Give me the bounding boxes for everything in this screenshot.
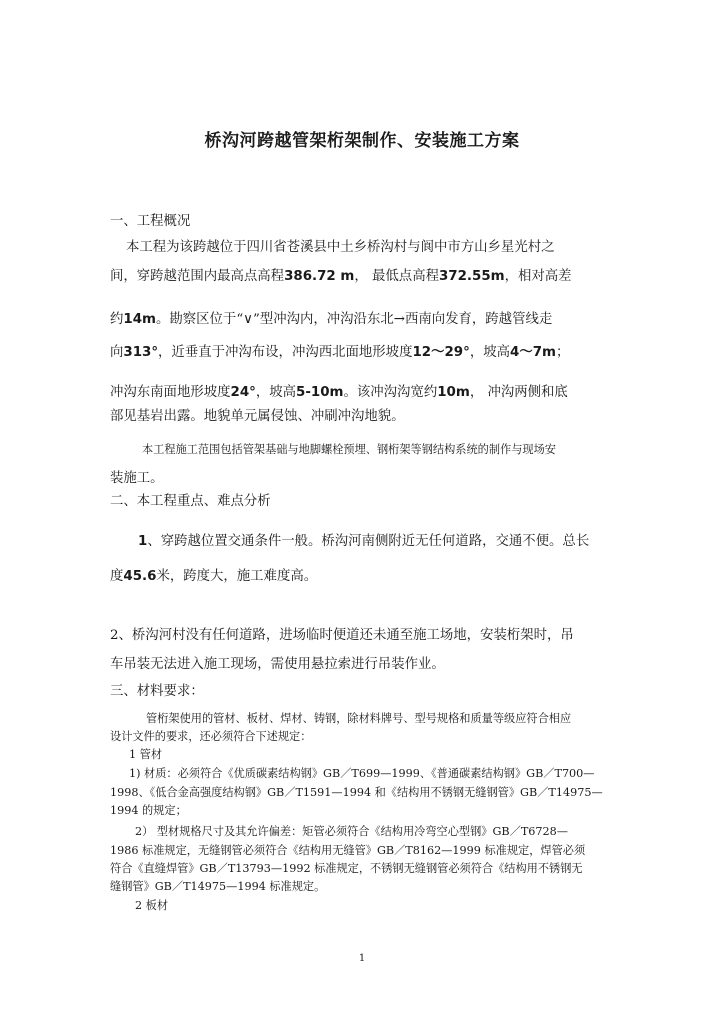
- text-run: 间，穿跨越范围内最高点高程: [110, 269, 285, 284]
- paragraph-line: 符合《直缝焊管》GB／T13793—1992 标准规定，不锈钢无缝钢管必须符合《结构用不锈钢无: [110, 862, 583, 875]
- text-run: 约: [110, 312, 124, 327]
- bearing-value: 313°: [123, 345, 159, 360]
- paragraph-line: 2、桥沟河村没有任何道路，进场临时便道还未通至施工场地，安装桁架时，吊: [110, 628, 574, 643]
- text-run: 冲沟东南面地形坡度: [110, 385, 231, 400]
- slope-value: 12～29°: [412, 345, 470, 360]
- text-run: ， 最低点高程: [354, 269, 439, 284]
- slope-height: 4～7m: [510, 345, 556, 360]
- paragraph-line: [110, 268, 630, 286]
- text-run: ，相对高差: [504, 269, 572, 284]
- text-run: ， 冲沟两侧和底: [469, 385, 568, 400]
- slope-value: 24°: [230, 385, 256, 400]
- elevation-low: 372.55m: [438, 269, 505, 284]
- elevation-high: 386.72 m: [284, 269, 355, 284]
- paragraph-line: [110, 344, 630, 362]
- page-number: 1: [358, 953, 366, 964]
- paragraph-line: 缝钢管》GB／T14975—1994 标准规定。: [110, 880, 326, 893]
- paragraph-line: 装施工。: [110, 471, 164, 486]
- paragraph-line: 设计文件的要求，还必须符合下述规定：: [110, 730, 312, 743]
- paragraph-line: 1) 材质：必须符合《优质碳素结构钢》GB／T699—1999、《普通碳素结构钢》GB／T700—: [129, 767, 595, 780]
- paragraph-line: 1986 标准规定，无缝钢管必须符合《结构用无缝管》GB／T8162—1999 标准规定，焊管必须: [110, 844, 586, 857]
- paragraph-line: [138, 533, 658, 551]
- paragraph-line: [110, 384, 630, 402]
- gully-width: 10m: [437, 385, 470, 400]
- text-run: 向: [110, 345, 124, 360]
- subheading-pipe: 1 管材: [129, 748, 163, 761]
- text-run: 。勘察区位于“∨”型冲沟内，冲沟沿东北→西南向发育，跨越管线走: [155, 312, 553, 327]
- document-title: 桥沟河跨越管架桁架制作、安装施工方案: [204, 131, 520, 151]
- paragraph-line: 管桁架使用的管材、板材、焊材、铸钢，除材料牌号、型号规格和质量等级应符合相应: [146, 712, 572, 725]
- text-run: ，近垂直于冲沟布设，冲沟西北面地形坡度: [158, 345, 413, 360]
- paragraph-line: 本工程施工范围包括管架基础与地脚螺栓预埋、钢桁架等钢结构系统的制作与现场安: [142, 443, 556, 456]
- text-run: 米，跨度大，施工难度高。: [156, 569, 318, 584]
- paragraph-line: [110, 568, 630, 586]
- paragraph-line: 车吊装无法进入施工现场，需使用悬拉索进行吊装作业。: [110, 657, 445, 672]
- paragraph-line: 1998、《低合金高强度结构钢》GB／T1591—1994 和《结构用不锈钢无缝钢管》GB／T14975—: [110, 786, 603, 799]
- subheading-plate: 2 板材: [135, 899, 169, 912]
- text-run: ，坡高: [255, 385, 297, 400]
- paragraph-line: 1994 的规定；: [110, 804, 187, 817]
- section-heading-analysis: 二、本工程重点、难点分析: [110, 494, 271, 509]
- paragraph-line: 2） 型材规格尺寸及其允许偏差：矩管必须符合《结构用冷弯空心型钢》GB／T6728—: [135, 825, 568, 838]
- paragraph-line: 部见基岩出露。地貌单元属侵蚀、冲刷冲沟地貌。: [110, 409, 405, 424]
- text-run: ；: [555, 345, 570, 360]
- text-run: ，坡高: [469, 345, 510, 360]
- total-length: 45.6: [123, 569, 157, 584]
- section-heading-materials: 三、材料要求：: [110, 684, 204, 699]
- section-heading-overview: 一、工程概况: [110, 214, 191, 229]
- slope-height: 5-10m: [296, 385, 344, 400]
- elevation-difference: 14m: [123, 312, 156, 327]
- text-run: 。该冲沟沟宽约: [343, 385, 438, 400]
- text-run: 度: [110, 569, 124, 584]
- paragraph-line: 本工程为该跨越位于四川省苍溪县中土乡桥沟村与阆中市方山乡星光村之: [126, 240, 555, 255]
- paragraph-line: [110, 311, 630, 329]
- item-number: 1: [138, 534, 148, 549]
- text-run: 、穿跨越位置交通条件一般。桥沟河南侧附近无任何道路，交通不便。总长: [147, 534, 590, 549]
